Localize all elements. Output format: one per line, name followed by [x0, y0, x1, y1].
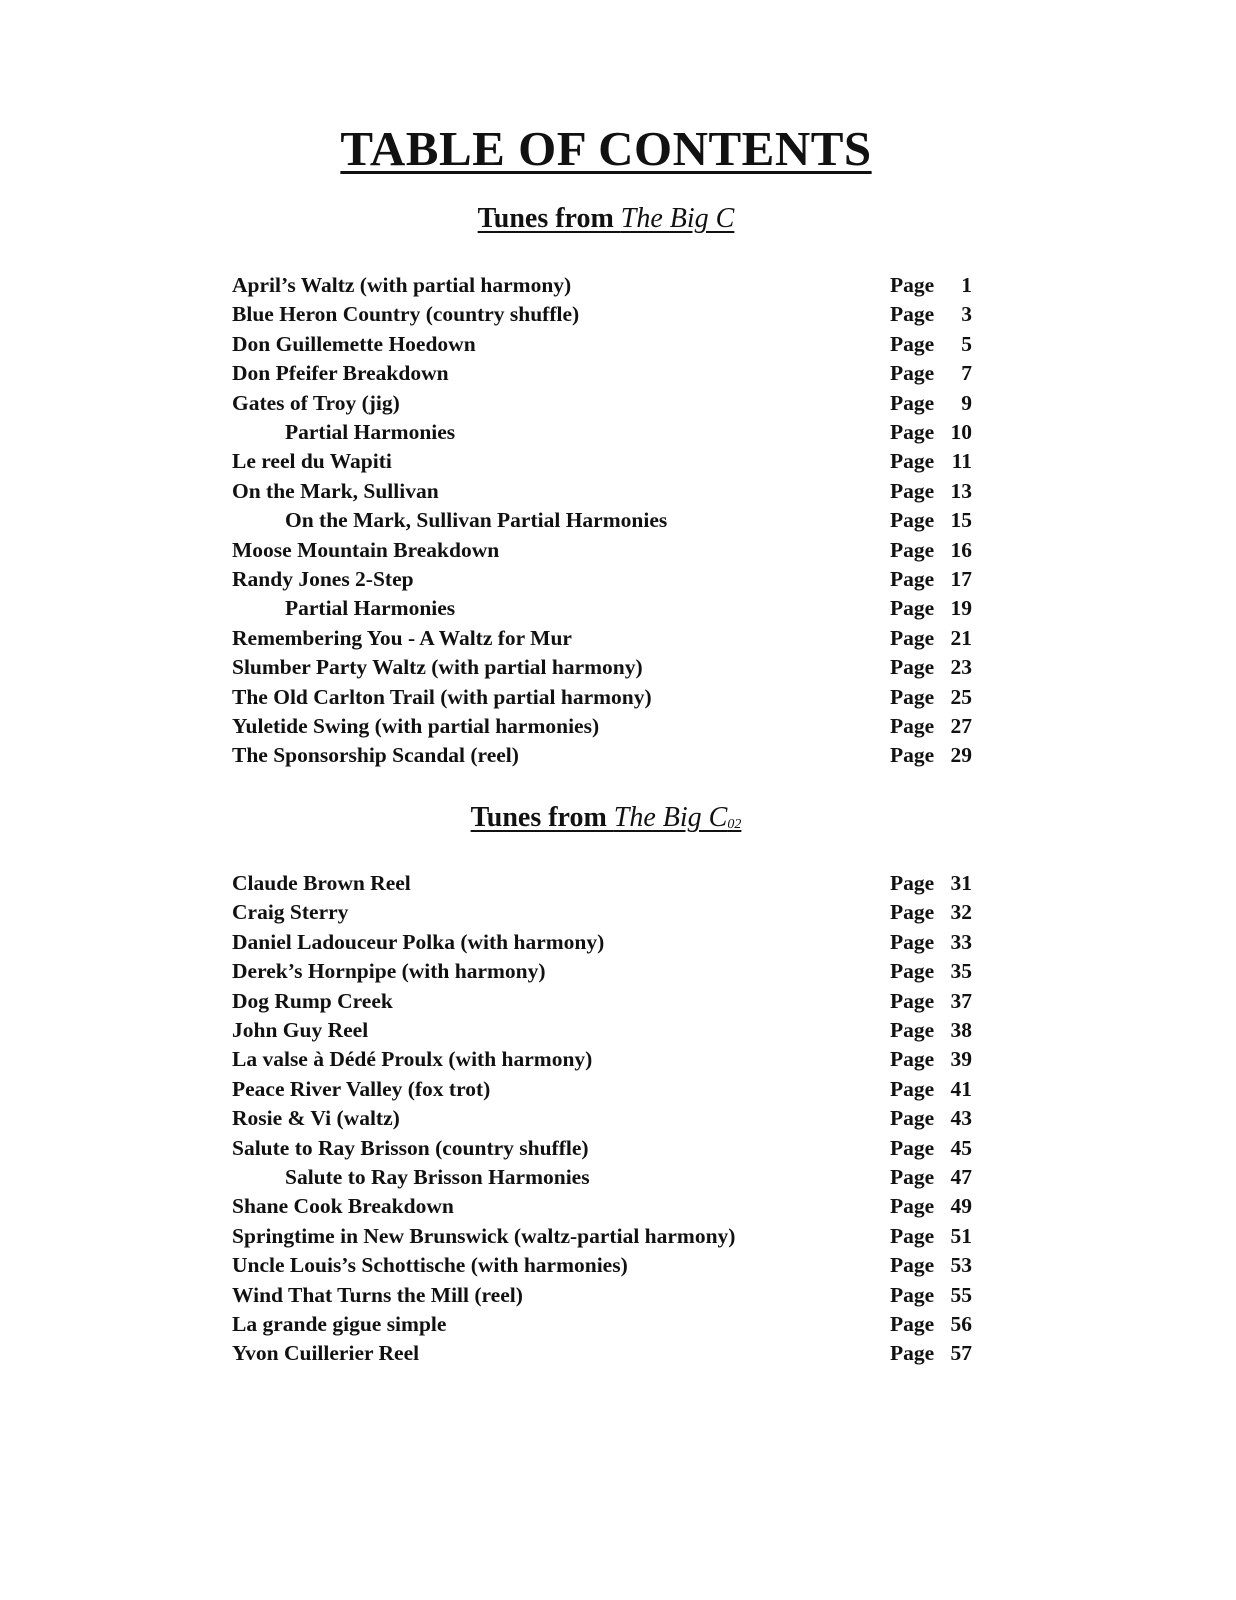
toc-entry[interactable] — [232, 1016, 972, 1045]
toc-entry-title: Wind That Turns the Mill (reel) — [232, 1282, 523, 1307]
toc-entry-title: Salute to Ray Brisson Harmonies — [285, 1165, 590, 1189]
toc-page-number: 35 — [950, 959, 972, 984]
toc-entry-title: Springtime in New Brunswick (waltz-partial harmony) — [232, 1223, 736, 1248]
toc-page-number: 25 — [950, 684, 972, 709]
toc-entry-title: Yuletide Swing (with partial harmonies) — [232, 714, 600, 738]
page-title: TABLE OF CONTENTS — [340, 121, 872, 176]
toc-page-label: Page — [890, 684, 935, 709]
toc-entry-title: Remembering You - A Waltz for Mur — [232, 625, 572, 650]
toc-entry[interactable] — [232, 898, 972, 927]
toc-page-number: 21 — [950, 625, 972, 650]
toc-page-number: 55 — [950, 1282, 972, 1307]
toc-entry-title: The Sponsorship Scandal (reel) — [232, 743, 519, 768]
toc-entry[interactable] — [232, 712, 972, 741]
toc-entry[interactable] — [232, 624, 972, 653]
toc-page-label: Page — [890, 390, 935, 415]
toc-page-label: Page — [890, 871, 935, 895]
toc-page-label: Page — [890, 1341, 935, 1366]
toc-page-label: Page — [890, 420, 935, 444]
toc-entry-title: Partial Harmonies — [285, 420, 456, 444]
toc-page-number: 17 — [950, 567, 972, 591]
toc-page-number: 37 — [950, 988, 972, 1013]
toc-page-number: 11 — [951, 449, 972, 474]
toc-page-number: 38 — [950, 1018, 972, 1042]
toc-page-number: 31 — [950, 871, 972, 895]
toc-page-label: Page — [890, 537, 935, 562]
toc-entry[interactable] — [232, 1281, 972, 1310]
toc-page-number: 27 — [950, 714, 972, 738]
toc-entry[interactable] — [232, 741, 972, 770]
toc-entry-title: Rosie & Vi (waltz) — [232, 1106, 400, 1131]
toc-entry-title: Peace River Valley (fox trot) — [232, 1076, 491, 1101]
toc-entry-title: Gates of Troy (jig) — [232, 390, 400, 415]
toc-entry[interactable] — [232, 1192, 972, 1221]
toc-page-label: Page — [890, 449, 935, 474]
toc-page-number: 51 — [950, 1223, 972, 1248]
toc-page-label: Page — [890, 959, 935, 984]
toc-entry[interactable] — [232, 1104, 972, 1133]
toc-page-label: Page — [890, 929, 935, 954]
toc-entry-title: Don Pfeifer Breakdown — [232, 361, 449, 386]
toc-entry-title: La grande gigue simple — [232, 1312, 447, 1336]
toc-page-number: 53 — [950, 1253, 972, 1278]
toc-entry[interactable] — [232, 987, 972, 1016]
toc-page-label: Page — [890, 1253, 935, 1278]
section-heading-prefix: Tunes from — [470, 802, 614, 833]
toc-page-label: Page — [890, 1018, 935, 1042]
toc-entry[interactable] — [232, 300, 972, 329]
section-heading-suffix: 02 — [727, 817, 742, 832]
toc-page-label: Page — [890, 361, 935, 386]
toc-entry-title: Salute to Ray Brisson (country shuffle) — [232, 1135, 589, 1160]
toc-entry-title: Daniel Ladouceur Polka (with harmony) — [232, 929, 605, 954]
toc-page-label: Page — [890, 655, 935, 680]
toc-page-label: Page — [890, 1223, 935, 1248]
toc-page-label: Page — [890, 567, 935, 591]
toc-entry-title: Uncle Louis’s Schottische (with harmonies) — [232, 1253, 628, 1278]
toc-page-number: 9 — [961, 390, 972, 415]
toc-entry[interactable] — [232, 477, 972, 506]
toc-page-number: 43 — [950, 1106, 972, 1131]
toc-entry[interactable] — [232, 1222, 972, 1251]
toc-entry-title: Partial Harmonies — [285, 596, 456, 621]
toc-entry[interactable] — [232, 683, 972, 712]
toc-page-label: Page — [890, 1194, 935, 1219]
toc-subentry[interactable] — [232, 1163, 972, 1192]
toc-page-number: 45 — [950, 1135, 972, 1160]
toc-page-label: Page — [890, 273, 935, 297]
toc-page-number: 19 — [950, 596, 972, 621]
toc-entry[interactable] — [232, 928, 972, 957]
toc-page-number: 15 — [950, 508, 972, 533]
toc-page-label: Page — [890, 988, 935, 1013]
toc-page-number: 5 — [961, 331, 972, 356]
toc-entry[interactable] — [232, 957, 972, 986]
toc-entry-title: Dog Rump Creek — [232, 988, 393, 1013]
toc-page-number: 13 — [950, 478, 972, 503]
toc-page-number: 56 — [950, 1312, 972, 1336]
toc-page-label: Page — [890, 331, 935, 356]
toc-entry-title: April’s Waltz (with partial harmony) — [232, 273, 572, 297]
toc-entry-title: On the Mark, Sullivan — [232, 478, 439, 503]
toc-entry-title: Don Guillemette Hoedown — [232, 331, 476, 356]
toc-entry[interactable] — [232, 536, 972, 565]
toc-entry[interactable] — [232, 271, 972, 300]
toc-page-label: Page — [890, 1106, 935, 1131]
toc-entry-title: La valse à Dédé Proulx (with harmony) — [232, 1047, 593, 1072]
section-heading-big-c02 — [0, 802, 1212, 834]
toc-page-label: Page — [890, 1076, 935, 1101]
toc-page-number: 57 — [950, 1341, 972, 1366]
toc-entry-title: Claude Brown Reel — [232, 871, 411, 895]
toc-page-number: 33 — [950, 929, 972, 954]
toc-page-label: Page — [890, 508, 935, 533]
toc-page-label: Page — [890, 1312, 935, 1336]
toc-entry-title: Yvon Cuillerier Reel — [232, 1341, 420, 1366]
toc-page-number: 41 — [950, 1076, 972, 1101]
toc-entry[interactable] — [232, 1075, 972, 1104]
toc-entry[interactable] — [232, 389, 972, 418]
toc-page-label: Page — [890, 1282, 935, 1307]
toc-page-number: 32 — [950, 900, 972, 925]
toc-page-number: 47 — [950, 1165, 972, 1189]
toc-page-label: Page — [890, 1165, 935, 1189]
toc-page-number: 23 — [950, 655, 972, 680]
toc-page-number: 39 — [950, 1047, 972, 1072]
toc-page-label: Page — [890, 1135, 935, 1160]
toc-page-number: 10 — [950, 420, 972, 444]
toc-subentry[interactable] — [232, 418, 972, 447]
toc-page-label: Page — [890, 714, 935, 738]
toc-entry[interactable] — [232, 330, 972, 359]
toc-page-label: Page — [890, 302, 935, 327]
toc-entry[interactable] — [232, 1251, 972, 1280]
toc-entry-title: Le reel du Wapiti — [232, 449, 392, 474]
toc-page-number: 1 — [961, 273, 972, 297]
toc-entry-title: Slumber Party Waltz (with partial harmony) — [232, 655, 643, 680]
toc-page-label: Page — [890, 900, 935, 925]
toc-entry[interactable] — [232, 869, 972, 898]
toc-page-label: Page — [890, 743, 935, 768]
toc-entry[interactable] — [232, 653, 972, 682]
toc-page-label: Page — [890, 596, 935, 621]
toc-entry[interactable] — [232, 447, 972, 476]
section-heading-album: The Big C — [613, 802, 728, 833]
section-heading-big-c — [0, 203, 1212, 235]
toc-entry[interactable] — [232, 359, 972, 388]
toc-entry-title: The Old Carlton Trail (with partial harmony) — [232, 684, 652, 709]
toc-entry[interactable] — [232, 1339, 972, 1368]
section-heading-album: The Big C — [620, 203, 735, 234]
toc-page-number: 3 — [961, 302, 972, 327]
toc-entry-title: Moose Mountain Breakdown — [232, 537, 500, 562]
toc-entry-title: Craig Sterry — [232, 900, 349, 925]
section-heading-prefix: Tunes from — [477, 203, 621, 234]
toc-subentry[interactable] — [232, 506, 972, 535]
toc-entry-title: Shane Cook Breakdown — [232, 1194, 454, 1219]
toc-entry[interactable] — [232, 1134, 972, 1163]
toc-entry[interactable] — [232, 1045, 972, 1074]
toc-entry-title: Derek’s Hornpipe (with harmony) — [232, 959, 546, 984]
toc-page-number: 16 — [950, 537, 972, 562]
toc-subentry[interactable] — [232, 594, 972, 623]
toc-entry[interactable] — [232, 565, 972, 594]
toc-page-label: Page — [890, 625, 935, 650]
toc-entry-title: John Guy Reel — [232, 1018, 369, 1042]
toc-entry-title: Blue Heron Country (country shuffle) — [232, 302, 580, 327]
toc-page-number: 7 — [961, 361, 972, 386]
toc-entry-title: Randy Jones 2-Step — [232, 567, 414, 591]
toc-entry-title: On the Mark, Sullivan Partial Harmonies — [285, 508, 668, 533]
toc-page-number: 49 — [950, 1194, 972, 1219]
toc-page-label: Page — [890, 478, 935, 503]
toc-entry[interactable] — [232, 1310, 972, 1339]
toc-page-number: 29 — [950, 743, 972, 768]
toc-page-label: Page — [890, 1047, 935, 1072]
